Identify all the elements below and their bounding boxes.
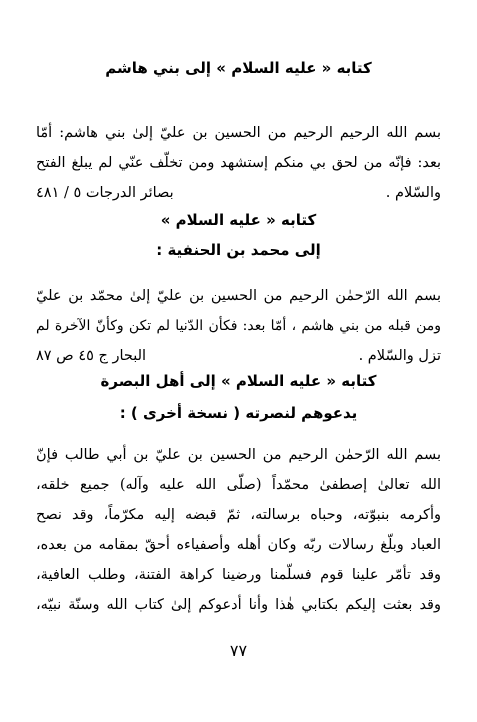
text-line: وأكرمه بنبوّته، وحباه برسالته، ثمّ قبضه إليه مكرّماً، وقد نصح (36, 507, 441, 523)
page-number: ٧٧ (229, 641, 248, 660)
text-line: العباد وبلّغ رسالات ربّه وكان أهله وأصفياءه أحقّ بمقامه من بعده، (36, 537, 441, 553)
text-line: بعد: فإنّه من لحق بي منكم إستشهد ومن تخلّف عنّي لم يبلغ الفتح (36, 155, 441, 171)
text-line: بسم الله الرّحمٰن الرحيم من الحسين بن عليّ إلىٰ محمّد بن عليّ (36, 288, 441, 304)
text-line: بسم الله الرحيم الرحيم من الحسين بن عليّ إلىٰ بني هاشم: أمّا (36, 125, 441, 141)
text-line: ومن قبله من بني هاشم ، أمّا بعد: فكأن الدّنيا لم تكن وكأنّ الآخرة لم (36, 318, 441, 334)
closing-text: تزل والسّلام . (358, 348, 441, 364)
letter-heading-line1: كتابه « عليه السلام » (160, 211, 317, 229)
letter-heading-bani-hashim: كتابه « عليه السلام » إلى بني هاشم (105, 59, 372, 77)
text-line-with-source (36, 181, 441, 205)
closing-text: والسّلام . (385, 185, 441, 201)
source-reference: البحار ج ٤٥ ص ٨٧ (36, 348, 147, 364)
text-line: وقد تأمّر علينا قوم فسلّمنا ورضينا كراهة الفتنة، وطلب العافية، (36, 567, 441, 583)
text-line: وقد بعثت إليكم بكتابي هٰذا وأنا أدعوكم إلىٰ كتاب الله وسنّة نبيّه، (36, 597, 441, 613)
letter-heading-muhammad-ibn-hanafiyya: إلى محمد بن الحنفية : (156, 241, 321, 259)
text-line: بسم الله الرّحمٰن الرحيم من الحسين بن عليّ بن أبي طالب فإنّ (36, 447, 441, 463)
letter-heading-line2: يدعوهم لنصرته ( نسخة أخرى ) : (119, 404, 358, 422)
text-line-with-source (36, 344, 441, 368)
text-line: الله تعالىٰ إصطفىٰ محمّداً (صلّى الله عليه وآله) جميع خلقه، (36, 477, 441, 493)
letter-heading-basra: كتابه « عليه السلام » إلى أهل البصرة (100, 372, 377, 390)
source-reference: بصائر الدرجات ٥ / ٤٨١ (36, 185, 174, 201)
